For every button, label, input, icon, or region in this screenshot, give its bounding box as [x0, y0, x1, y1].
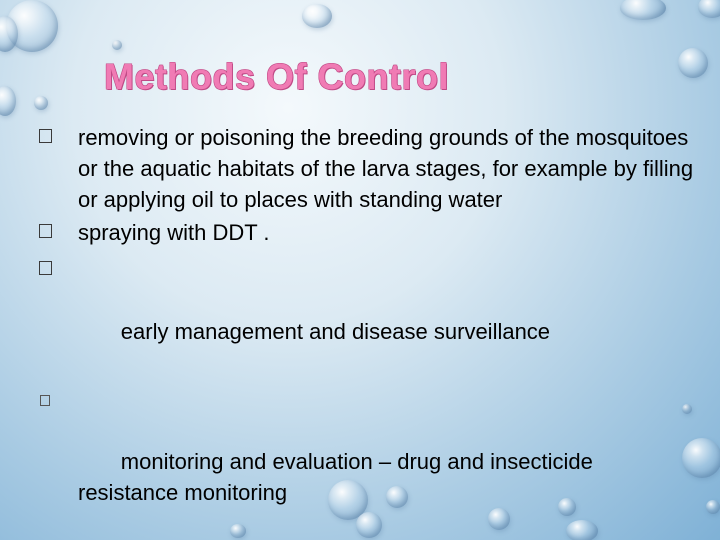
square-bullet-icon	[39, 261, 52, 275]
square-bullet-icon	[39, 224, 52, 238]
bullet-item	[78, 254, 698, 378]
droplet-icon	[620, 0, 666, 20]
droplet-icon	[34, 96, 48, 110]
square-bullet-icon	[40, 395, 50, 406]
bullet-item	[78, 384, 698, 539]
bullet-text: removing or poisoning the breeding grounds of the mosquitoes or the aquatic habitats of the larva stages, for example by filling or applying oil to places with standing water	[78, 125, 694, 212]
bullet-item	[78, 217, 698, 248]
bullet-text: spraying with DDT .	[78, 220, 270, 245]
droplet-icon	[678, 48, 708, 78]
droplet-icon	[112, 40, 122, 50]
slide-title: Methods Of Control	[104, 56, 449, 97]
bullet-item	[78, 122, 698, 215]
droplet-icon	[706, 500, 720, 514]
square-bullet-icon	[39, 129, 52, 143]
droplet-icon	[302, 4, 332, 28]
droplet-icon	[0, 86, 16, 116]
bullet-text: early management and disease surveillance	[114, 319, 551, 344]
bullet-text: monitoring and evaluation – drug and insecticide resistance monitoring	[78, 449, 600, 505]
droplet-icon	[698, 0, 720, 18]
bullet-list	[78, 122, 698, 539]
